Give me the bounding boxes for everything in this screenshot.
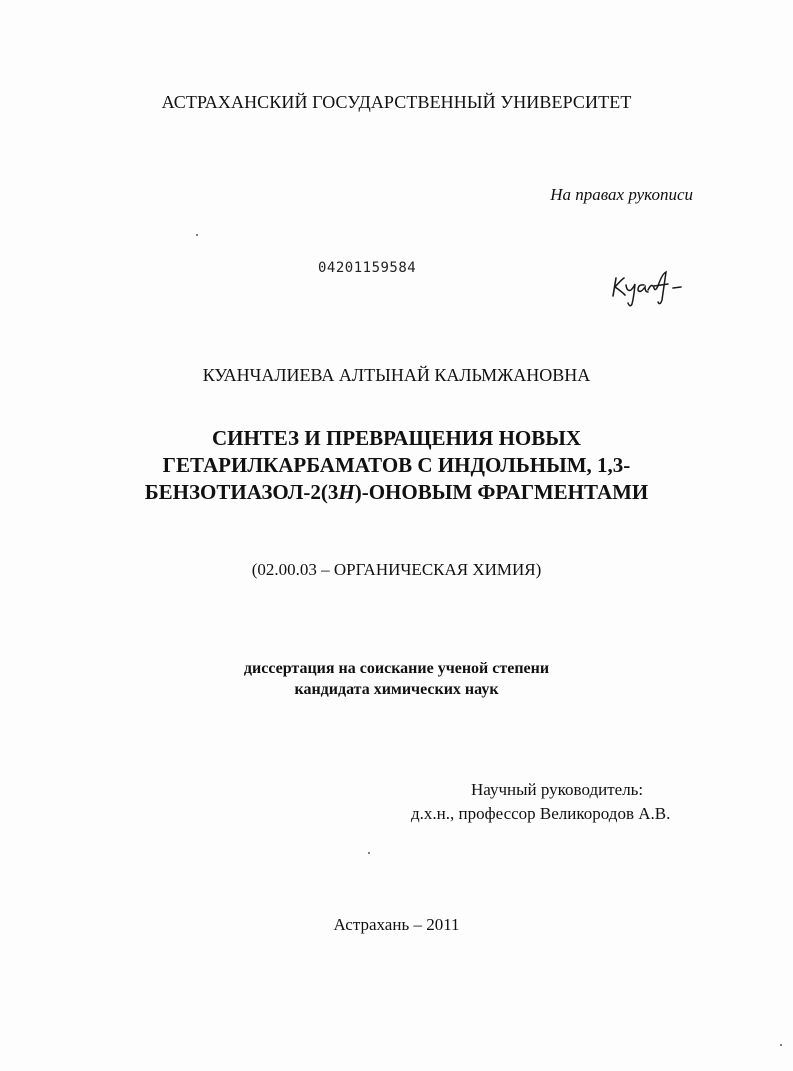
- manuscript-rights-note: На правах рукописи: [550, 185, 693, 204]
- scan-speck: [780, 1044, 782, 1046]
- title-line-2: ГЕТАРИЛКАРБАМАТОВ С ИНДОЛЬНЫМ, 1,3-: [162, 453, 631, 477]
- handwritten-signature: [610, 266, 686, 308]
- title-line-3-italic: H: [338, 480, 355, 504]
- degree-line-2: кандидата химических наук: [294, 681, 499, 698]
- university-name: АСТРАХАНСКИЙ ГОСУДАРСТВЕННЫЙ УНИВЕРСИТЕТ: [161, 92, 632, 112]
- specialty-code: (02.00.03 – ОРГАНИЧЕСКАЯ ХИМИЯ): [251, 560, 542, 579]
- degree-statement: [200, 658, 593, 700]
- supervisor-name: д.х.н., профессор Великородов А.В.: [411, 804, 671, 823]
- author-name: КУАНЧАЛИЕВА АЛТЫНАЙ КАЛЬМЖАНОВНА: [202, 365, 591, 385]
- scan-speck: [196, 234, 198, 236]
- city-year: Астрахань – 2011: [333, 915, 460, 934]
- title-line-3-suffix: )-ОНОВЫМ ФРАГМЕНТАМИ: [354, 480, 649, 504]
- degree-line-1: диссертация на соискание ученой степени: [243, 660, 550, 677]
- scientific-supervisor: [380, 778, 693, 826]
- supervisor-label: Научный руководитель:: [471, 780, 644, 799]
- scan-speck: [368, 852, 370, 854]
- title-line-3: [120, 479, 673, 506]
- dissertation-title: [120, 425, 673, 506]
- title-line-1: СИНТЕЗ И ПРЕВРАЩЕНИЯ НОВЫХ: [211, 426, 582, 450]
- title-line-3-prefix: БЕНЗОТИАЗОЛ-2(3: [144, 480, 339, 504]
- catalog-number: 04201159584: [318, 260, 417, 276]
